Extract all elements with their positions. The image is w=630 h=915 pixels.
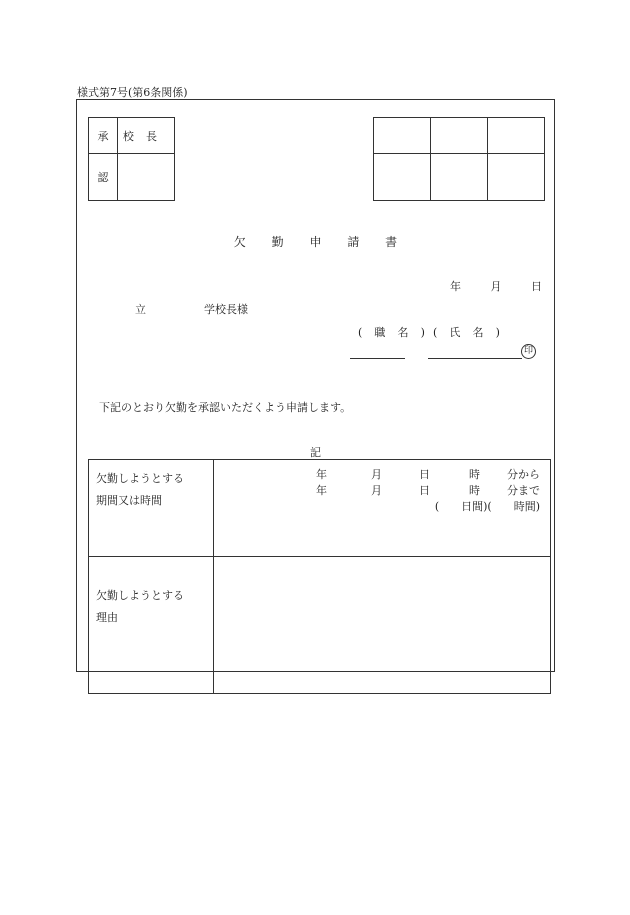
title-char: 欠 [233, 235, 246, 249]
name-input-line[interactable] [428, 358, 522, 359]
title-char: 書 [385, 235, 398, 249]
stamp-header-cell[interactable] [488, 118, 545, 154]
from-minute-unit: 分から [507, 468, 540, 481]
approval-box [88, 117, 175, 201]
period-to-line [297, 482, 540, 498]
to-year-unit: 年 [316, 484, 327, 497]
reason-row [89, 557, 551, 694]
reason-value[interactable] [214, 557, 551, 694]
application-form-frame [76, 99, 555, 672]
position-input-line[interactable] [350, 358, 405, 359]
period-label-line-2: 期間又は時間 [96, 494, 162, 507]
period-row [89, 460, 551, 557]
stamp-header-cell[interactable] [431, 118, 488, 154]
period-label [89, 460, 214, 557]
reason-label [89, 557, 214, 694]
date-field[interactable] [424, 278, 542, 294]
to-month-unit: 月 [371, 484, 382, 497]
approval-char-2: 認 [89, 154, 118, 201]
date-day-unit: 日 [531, 280, 542, 293]
title-char: 申 [309, 235, 322, 249]
days-label: ( 日間) [434, 500, 488, 513]
position-label: (職名) [358, 326, 437, 339]
request-statement: 下記のとおり欠勤を承認いただくよう申請します。 [99, 401, 352, 414]
seal-mark: 印 [521, 344, 536, 359]
to-hour-unit: 時 [469, 484, 480, 497]
stamp-cell[interactable] [488, 154, 545, 201]
from-hour-unit: 時 [469, 468, 480, 481]
addressee-prefix: 立 [135, 303, 146, 316]
reason-label-line-2: 理由 [96, 611, 118, 624]
to-day-unit: 日 [419, 484, 430, 497]
stamp-header-cell[interactable] [374, 118, 431, 154]
form-number-label: 様式第7号(第6条関係) [77, 86, 188, 99]
date-year-unit: 年 [450, 280, 461, 293]
date-month-unit: 月 [490, 280, 502, 293]
stamp-grid [373, 117, 545, 201]
from-year-unit: 年 [316, 468, 327, 481]
stamp-cell[interactable] [431, 154, 488, 201]
addressee [135, 301, 248, 317]
period-from-line [297, 466, 540, 482]
name-label: (氏名) [433, 326, 512, 339]
period-value[interactable] [214, 460, 551, 557]
addressee-suffix: 学校長様 [204, 303, 248, 316]
hours-label: ( 時間) [487, 500, 540, 513]
period-label-line-1: 欠勤しようとする [96, 472, 184, 485]
title-char: 請 [347, 235, 360, 249]
to-minute-unit: 分まで [507, 484, 540, 497]
approval-char-1: 承 [89, 118, 118, 154]
from-day-unit: 日 [419, 468, 430, 481]
detail-table [88, 459, 551, 694]
principal-label: 校長 [118, 118, 175, 154]
title-char: 勤 [271, 235, 284, 249]
from-month-unit: 月 [371, 468, 382, 481]
principal-stamp-box[interactable] [118, 154, 175, 201]
reason-label-line-1: 欠勤しようとする [96, 589, 184, 602]
ki-label: 記 [310, 446, 321, 459]
stamp-cell[interactable] [374, 154, 431, 201]
period-duration-line [435, 498, 540, 514]
document-title [77, 233, 554, 250]
